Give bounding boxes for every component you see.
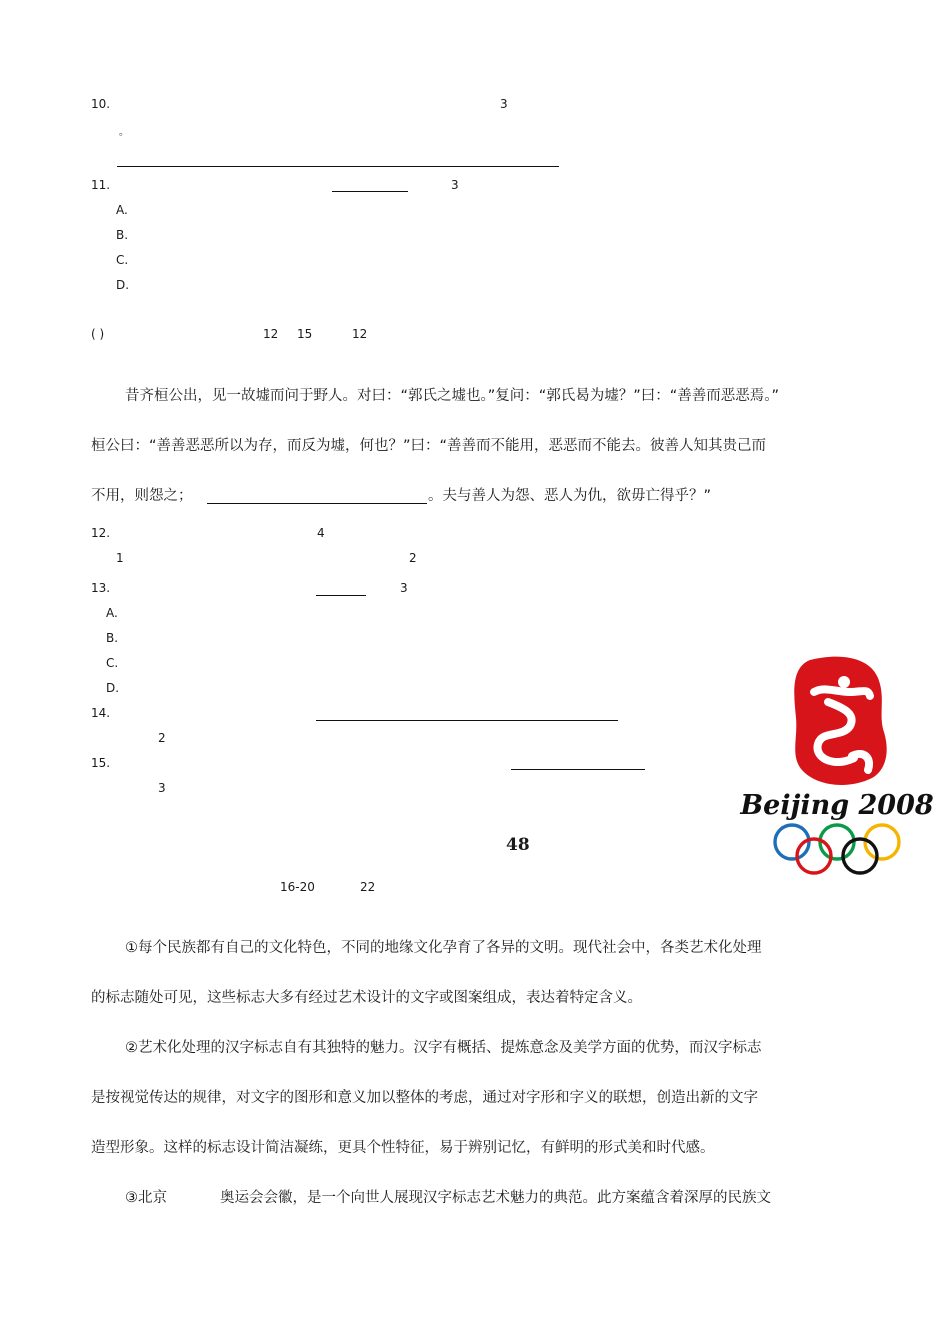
q15-number: 15. bbox=[91, 756, 111, 770]
article-p1-line-2: 的标志随处可见，这些标志大多有经过艺术设计的文字或图案组成，表达着特定含义。 bbox=[91, 990, 642, 1006]
q12-part-2: 2 bbox=[409, 551, 417, 565]
q12-number: 12. bbox=[91, 526, 111, 540]
q11-option-d: D. bbox=[116, 278, 130, 292]
q14-score: 2 bbox=[158, 731, 166, 745]
olympic-rings-icon bbox=[775, 825, 899, 873]
q10-answer-line bbox=[117, 166, 559, 167]
section-3-score: 48 bbox=[506, 835, 530, 855]
section-3-sub-score: 22 bbox=[360, 880, 376, 894]
q12-score: 4 bbox=[317, 526, 325, 540]
section-b-score: 12 bbox=[352, 327, 368, 341]
q12-part-1: 1 bbox=[116, 551, 124, 565]
q13-option-b: B. bbox=[106, 631, 119, 645]
q14-answer-line bbox=[316, 720, 618, 721]
q13-option-d: D. bbox=[106, 681, 120, 695]
section-b-label: ( ) bbox=[91, 327, 105, 341]
article-p3-line-1b: 奥运会会徽，是一个向世人展现汉字标志艺术魅力的典范。此方案蕴含着深厚的民族文 bbox=[220, 1190, 771, 1206]
q10-score: 3 bbox=[500, 97, 508, 111]
section-b-range-start: 12 bbox=[263, 327, 279, 341]
q11-number: 11. bbox=[91, 178, 111, 192]
q10-mark: 。 bbox=[119, 127, 129, 138]
article-p2-line-2: 是按视觉传达的规律，对文字的图形和意义加以整体的考虑，通过对字形和字义的联想，创造出新的文字 bbox=[91, 1090, 758, 1106]
q14-number: 14. bbox=[91, 706, 111, 720]
passage-line-3b: 。夫与善人为怨、恶人为仇，欲毋亡得乎？” bbox=[428, 488, 712, 504]
article-p2-line-1: ②艺术化处理的汉字标志自有其独特的魅力。汉字有概括、提炼意念及美学方面的优势，而汉字标志 bbox=[125, 1040, 762, 1056]
q11-answer-blank bbox=[332, 191, 408, 192]
passage-fill-blank bbox=[207, 503, 427, 504]
q13-score: 3 bbox=[400, 581, 408, 595]
article-p2-line-3: 造型形象。这样的标志设计简洁凝练，更具个性特征，易于辨别记忆，有鲜明的形式美和时代感。 bbox=[91, 1140, 715, 1156]
q15-answer-line bbox=[511, 769, 645, 770]
article-p1-line-1: ①每个民族都有自己的文化特色，不同的地缘文化孕育了各异的文明。现代社会中，各类艺术化处理 bbox=[125, 940, 762, 956]
q13-option-c: C. bbox=[106, 656, 119, 670]
q13-option-a: A. bbox=[106, 606, 118, 620]
q11-option-b: B. bbox=[116, 228, 129, 242]
wordmark: Beijing 2008 bbox=[740, 790, 934, 821]
passage-line-1: 昔齐桓公出，见一故墟而问于野人。对曰：“郭氏之墟也。”复问：“郭氏曷为墟？”曰：“善善而恶恶焉。” bbox=[125, 388, 780, 404]
q13-answer-blank bbox=[316, 595, 366, 596]
q13-number: 13. bbox=[91, 581, 111, 595]
passage-line-2: 桓公曰：“善善恶恶所以为存，而反为墟，何也？”曰：“善善而不能用，恶恶而不能去。彼善人知其贵己而 bbox=[91, 438, 767, 454]
q11-option-c: C. bbox=[116, 253, 129, 267]
q10-number: 10. bbox=[91, 97, 111, 111]
olympic-emblem-icon bbox=[740, 652, 934, 874]
section-3-question-range: 16-20 bbox=[280, 880, 315, 894]
passage-line-3a: 不用，则怨之； bbox=[91, 488, 193, 504]
beijing-2008-emblem bbox=[740, 652, 934, 878]
article-p3-line-1a: ③北京 bbox=[125, 1190, 167, 1206]
q11-option-a: A. bbox=[116, 203, 128, 217]
q11-score: 3 bbox=[451, 178, 459, 192]
q15-score: 3 bbox=[158, 781, 166, 795]
section-b-range-end: 15 bbox=[297, 327, 313, 341]
